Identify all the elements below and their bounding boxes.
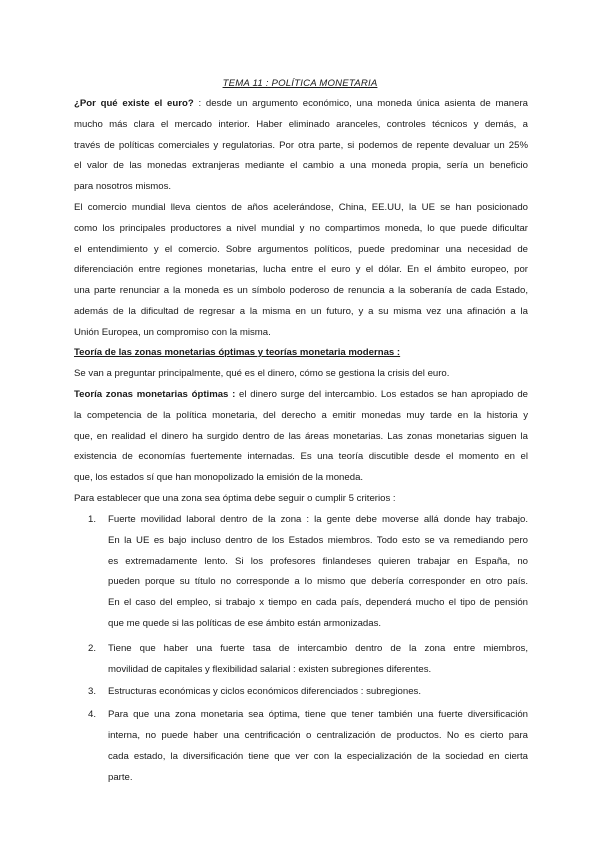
paragraph-criteria-intro: Para establecer que una zona sea óptima debe seguir o cumplir 5 criterios :	[74, 493, 396, 504]
list-item: 4. Para que una zona monetaria sea óptima, tiene que tener también una fuerte diversificación interna, no puede haber una centrificación o centralización de productos. No es cierto para cada estado, la diversificación tiene que ver con la especialización de la sociedad en cierta parte.	[88, 709, 528, 783]
optimal-zones-lead: Teoría zonas monetarias óptimas :	[74, 389, 236, 400]
paragraph-world-trade: El comercio mundial lleva cientos de años acelerándose, China, EE.UU, la UE se han posicionado como los principales productores a nivel mundial y no compartimos moneda, lo que puede dificultar el entendimiento y el comercio. Sobre argumentos políticos, puede predominar una necesidad de diferenciación entre regiones monetarias, lucha entre el euro y el dólar. En el ámbito europeo, por una parte renunciar a la moneda es un símbolo poderoso de renuncia a la soberanía de cada Estado, además de la dificultad de regresar a la misma en un futuro, y a su misma vez una afinación a la Unión Europea, un compromiso con la misma.	[74, 202, 528, 338]
section-heading: Teoría de las zonas monetarias óptimas y teorías monetaria modernas :	[74, 347, 401, 358]
criteria-list	[88, 510, 528, 788]
document-title: TEMA 11 : POLÍTICA MONETARIA	[222, 78, 378, 89]
why-euro-lead: ¿Por qué existe el euro?	[74, 98, 194, 109]
paragraph-why-euro: ¿Por qué existe el euro? : desde un argumento económico, una moneda única asienta de manera mucho más clara el mercado interior. Haber eliminado aranceles, controles técnicos y demás, a través de políticas comerciales y regulatorias. Por otra parte, si podemos de repente devaluar un 25% el valor de las monedas extranjeras mediante el cambio a una moneda propia, sería un beneficio para nosotros mismos.	[74, 98, 528, 193]
list-item: 1. Fuerte movilidad laboral dentro de la zona : la gente debe moverse allá donde hay trabajo. En la UE es bajo incluso dentro de los Estados miembros. Todo esto se va remediando pero es extremadamente lento. Si los profesores finlandeses quieren trabajar en España, no pueden porque su título no corresponde a lo mismo que debería corresponder en otro país. En el caso del empleo, si trabajo x tiempo en cada país, dependerá mucho el tipo de pensión que me quede si las políticas de ese ámbito están armonizadas.	[88, 514, 528, 629]
paragraph-questions: Se van a preguntar principalmente, qué es el dinero, cómo se gestiona la crisis del euro.	[74, 368, 450, 379]
list-item: 3. Estructuras económicas y ciclos económicos diferenciados : subregiones.	[88, 686, 422, 698]
list-item: 2. Tiene que haber una fuerte tasa de intercambio dentro de la zona entre miembros, movilidad de capitales y flexibilidad salarial : existen subregiones diferentes.	[88, 642, 528, 675]
paragraph-optimal-zones: Teoría zonas monetarias óptimas : el dinero surge del intercambio. Los estados se han apropiado de la competencia de la política monetaria, del derecho a emitir monedas muy tarde en la historia y que, en realidad el dinero ha surgido dentro de las áreas monetarias. Las zonas monetarias siguen la existencia de economías fuertemente internadas. Es una teoría discutible desde el momento en el que, los estados sí que han monopolizado la emisión de la moneda.	[74, 389, 528, 484]
